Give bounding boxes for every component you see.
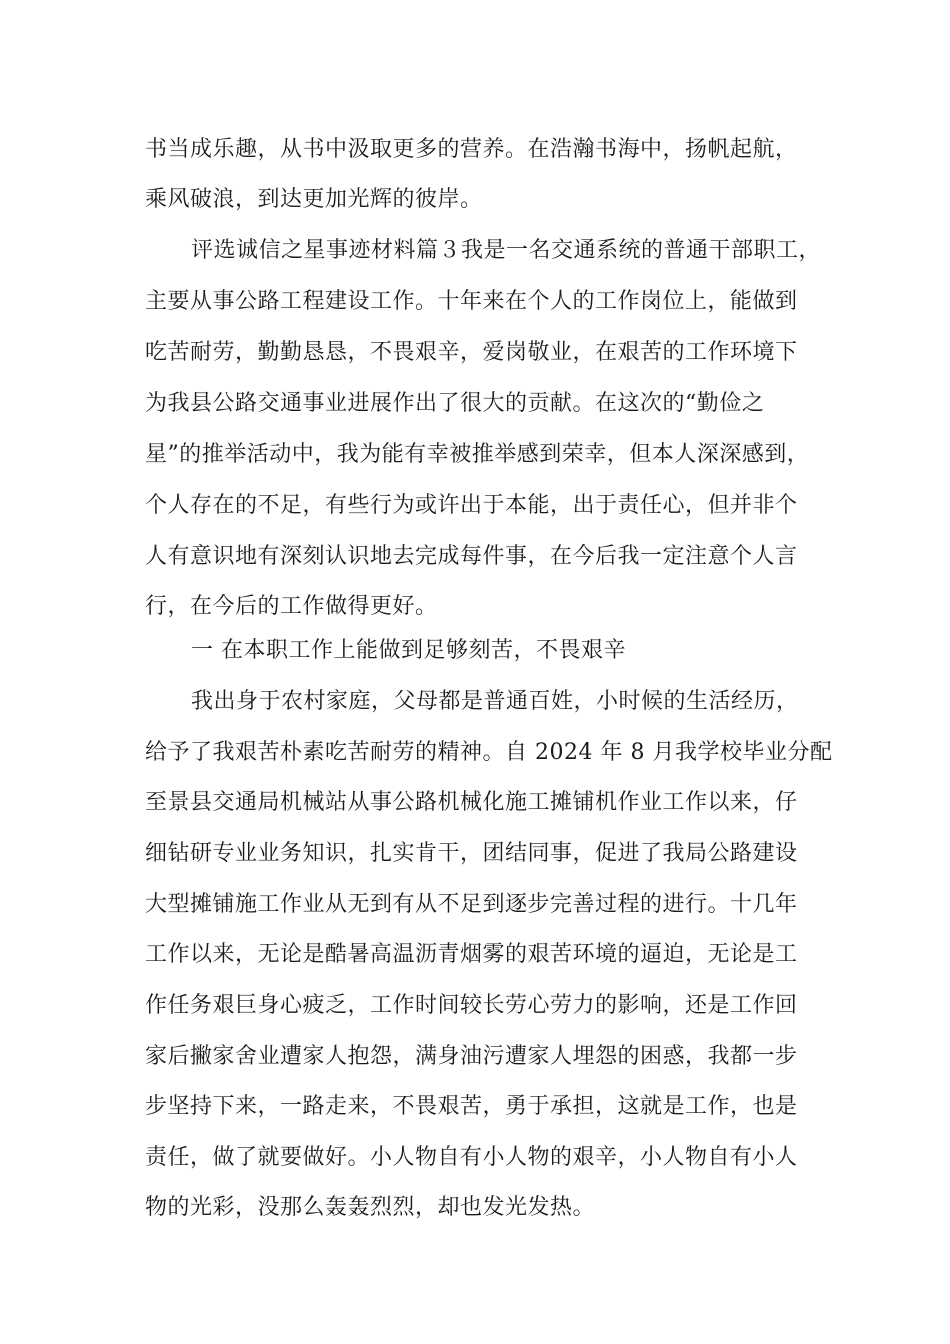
text-line: 步坚持下来，一路走来，不畏艰苦，勇于承担，这就是工作，也是: [145, 1094, 798, 1119]
text-line: 工作以来，无论是酷暑高温沥青烟雾的艰苦环境的逼迫，无论是工: [145, 942, 798, 967]
text-line: 物的光彩，没那么轰轰烈烈，却也发光发热。: [145, 1195, 596, 1220]
text-line: 个人存在的不足，有些行为或许出于本能，出于责任心，但并非个: [145, 493, 798, 518]
text-line: 星”的推举活动中，我为能有幸被推举感到荣幸，但本人深深感到，: [145, 442, 810, 467]
text-line: 行，在今后的工作做得更好。: [145, 594, 438, 619]
text-line: 吃苦耐劳，勤勤恳恳，不畏艰辛，爱岗敬业，在艰苦的工作环境下: [145, 340, 798, 365]
text-line: 作任务艰巨身心疲乏，工作时间较长劳心劳力的影响，还是工作回: [145, 993, 798, 1018]
paragraph-first-line: 我出身于农村家庭，父母都是普通百姓，小时候的生活经历，: [191, 689, 799, 714]
text-line: 责任，做了就要做好。小人物自有小人物的艰辛，小人物自有小人: [145, 1145, 798, 1170]
text-line: 细钻研专业业务知识，扎实肯干，团结同事，促进了我局公路建设: [145, 841, 798, 866]
text-line: 给予了我艰苦朴素吃苦耐劳的精神。自 2024 年 8 月我学校毕业分配: [145, 740, 833, 765]
text-line: 家后撇家舍业遭家人抱怨，满身油污遭家人埋怨的困惑，我都一步: [145, 1044, 798, 1069]
paragraph-first-line: 评选诚信之星事迹材料篇３我是一名交通系统的普通干部职工，: [191, 238, 822, 263]
text-line: 为我县公路交通事业进展作出了很大的贡献。在这次的“勤俭之: [145, 391, 765, 416]
text-line: 人有意识地有深刻认识地去完成每件事，在今后我一定注意个人言: [145, 544, 798, 569]
text-line: 主要从事公路工程建设工作。十年来在个人的工作岗位上，能做到: [145, 289, 798, 314]
text-line: 书当成乐趣，从书中汲取更多的营养。在浩瀚书海中，扬帆起航，: [145, 137, 798, 162]
text-line: 乘风破浪，到达更加光辉的彼岸。: [145, 187, 483, 212]
text-line: 至景县交通局机械站从事公路机械化施工摊铺机作业工作以来，仔: [145, 790, 798, 815]
section-heading: 一 在本职工作上能做到足够刻苦，不畏艰辛: [191, 638, 626, 663]
text-line: 大型摊铺施工作业从无到有从不足到逐步完善过程的进行。十几年: [145, 892, 798, 917]
